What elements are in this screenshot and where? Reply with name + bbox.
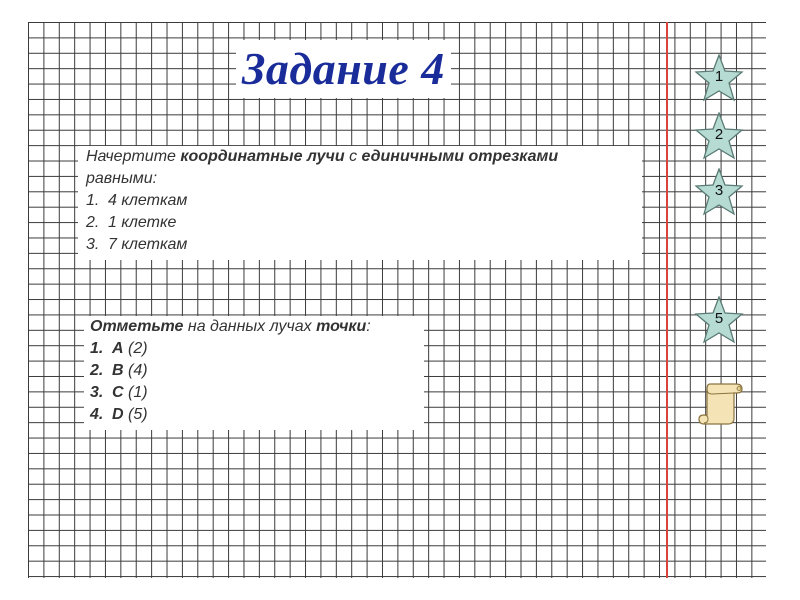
mark-item	[90, 360, 418, 382]
star-nav-button-3[interactable]	[694, 168, 744, 216]
star-nav-button-1[interactable]	[694, 54, 744, 102]
task-item	[86, 190, 634, 212]
mark-point-label: C	[112, 384, 124, 401]
mark-item	[90, 382, 418, 404]
task-instructions	[78, 146, 642, 260]
star-label: 2	[714, 126, 724, 143]
mark-suffix: :	[366, 318, 371, 335]
mark-point-value: (2)	[128, 340, 148, 357]
star-label: 5	[714, 310, 724, 327]
mark-point-label: D	[112, 406, 124, 423]
task-line-1	[86, 146, 634, 168]
mark-item-number: 3.	[90, 384, 104, 401]
star-label: 1	[714, 68, 724, 85]
mark-heading	[90, 316, 418, 338]
mark-item-number: 1.	[90, 340, 104, 357]
star-nav-button-5[interactable]	[694, 296, 744, 344]
mark-point-label: A	[112, 340, 124, 357]
task-item-text: 7 клеткам	[108, 236, 188, 253]
scroll-icon[interactable]	[696, 376, 746, 428]
task-bold-term-1: координатные лучи	[180, 148, 345, 165]
task-mid: с	[344, 148, 362, 165]
mark-bold-term-1: Отметьте	[90, 318, 184, 335]
mark-points-instructions	[84, 316, 424, 430]
margin-line	[666, 22, 668, 578]
task-item	[86, 234, 634, 256]
task-item-text: 4 клеткам	[108, 192, 188, 209]
mark-point-label: B	[112, 362, 124, 379]
task-item-number: 2.	[86, 214, 100, 231]
mark-bold-term-2: точки	[316, 318, 367, 335]
star-label: 3	[714, 182, 724, 199]
task-item-text: 1 клетке	[108, 214, 177, 231]
task-item-number: 3.	[86, 236, 100, 253]
task-item	[86, 212, 634, 234]
task-line-2: равными:	[86, 170, 158, 187]
mark-item-number: 4.	[90, 406, 104, 423]
task-prefix: Начертите	[86, 148, 181, 165]
mark-item	[90, 338, 418, 360]
mark-point-value: (1)	[128, 384, 148, 401]
mark-point-value: (4)	[128, 362, 148, 379]
grid-paper	[28, 22, 766, 578]
task-item-number: 1.	[86, 192, 100, 209]
mark-item	[90, 404, 418, 426]
star-nav-button-2[interactable]	[694, 112, 744, 160]
mark-point-value: (5)	[128, 406, 148, 423]
mark-mid: на данных лучах	[183, 318, 317, 335]
task-bold-term-2: единичными отрезками	[361, 148, 559, 165]
mark-item-number: 2.	[90, 362, 104, 379]
page-title: Задание 4	[236, 40, 451, 98]
